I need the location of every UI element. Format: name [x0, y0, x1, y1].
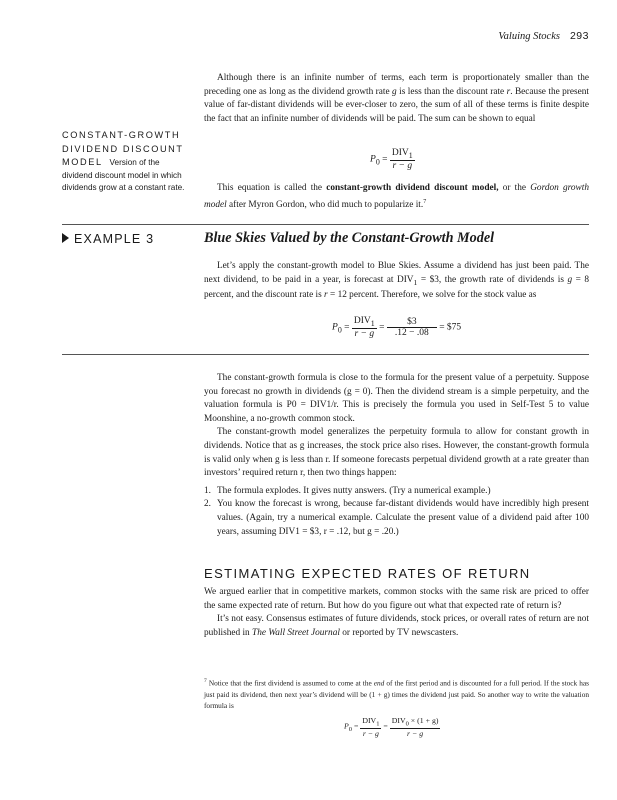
formula-eq: = — [344, 322, 350, 333]
footnote — [204, 676, 589, 711]
list-text: You know the forecast is wrong, because far-distant dividends would have incredibly high present values. (Again, try a numerical example. Calculate the present value of a dividend paid after 100 years, assuming DIV1 = $3, r = .12, but g = .20.) — [217, 499, 589, 537]
key-term: constant-growth dividend discount model, — [326, 183, 499, 193]
formula-lhs-sub: 0 — [337, 325, 342, 335]
formula-lhs: P — [332, 322, 338, 333]
example-title: Blue Skies Valued by the Constant-Growth Model — [204, 230, 495, 246]
section-text: It’s not easy. Consensus estimates of future dividends, stock prices, or overall rates of return are not published in — [204, 614, 589, 638]
example-bottom-rule — [62, 354, 589, 355]
footnote-fraction-2 — [390, 716, 441, 738]
intro-text: This equation is called the — [217, 183, 327, 193]
var-r: r — [324, 290, 328, 301]
formula-eq: = — [383, 721, 388, 731]
margin-definition — [62, 129, 187, 195]
formula-lhs-sub: 0 — [375, 157, 380, 167]
var-g: g — [567, 274, 573, 285]
intro-paragraph-2 — [204, 182, 589, 212]
page-number: 293 — [569, 30, 589, 42]
footnote-text: of the first period and is discounted for a full period. If the stock has just paid its dividend, then next year’s dividend will be (1 + g) times the dividend just paid. So another way to write the valuation formula is — [204, 678, 589, 711]
example-formula — [332, 316, 461, 339]
example-text: = $3, the growth rate of dividends is — [417, 274, 568, 285]
example-label-text: EXAMPLE 3 — [74, 232, 155, 246]
example-body — [204, 260, 589, 303]
example-text: = 12 percent. Therefore, we solve for the stock value as — [327, 290, 537, 301]
footnote-fraction-1 — [360, 716, 381, 738]
formula-numerator: DIV — [362, 716, 377, 725]
example-text: Let’s apply the constant-growth model to Blue Skies. Assume a dividend has just been paid. The next dividend, to be paid in a year, is forecast at DIV — [204, 261, 589, 285]
publication-name: The Wall Street Journal — [252, 627, 340, 638]
intro-text: or the — [498, 183, 531, 193]
example-top-rule — [62, 224, 589, 225]
formula-denominator: r − g — [407, 728, 424, 738]
after-paragraph-2: The constant-growth model generalizes the perpetuity formula to allow for constant growth in dividends. Notice that as g increases, the stock price also rises. However, the constant-growth formula is valid only when g is less than r. If someone forecasts perpetual dividend growth at a rate greater than investors’ required return r, then two things happen: — [204, 427, 589, 479]
list-text: The formula explodes. It gives nutty answers. (Try a numerical example.) — [217, 485, 491, 496]
section-text: or reported by TV newscasters. — [339, 627, 459, 638]
formula-result: = $75 — [439, 322, 462, 333]
formula-numerator-sub: 1 — [370, 318, 375, 328]
formula-fraction — [390, 148, 415, 171]
footnote-formula — [344, 716, 440, 738]
margin-definition-text: Version of the dividend discount model in which dividends grow at a constant rate. — [62, 158, 185, 192]
example-sub: 1 — [413, 277, 418, 287]
footnote-text: Notice that the first dividend is assumed to come at the — [206, 678, 374, 688]
section-body — [204, 586, 589, 640]
list-item — [204, 485, 589, 499]
formula-denominator: r − g — [354, 328, 375, 339]
intro-text: Although there is an infinite number of terms, each term is proportionately smaller than the preceding one as long as the dividend growth rate — [204, 73, 589, 97]
formula-denominator: r − g — [392, 160, 413, 171]
formula-lhs-sub: 0 — [348, 726, 353, 734]
list-item — [204, 498, 589, 539]
intro-paragraph-1 — [204, 72, 589, 126]
section-paragraph-2 — [204, 613, 589, 640]
list-number: 2. — [204, 499, 211, 510]
formula-denominator: r − g — [362, 728, 379, 738]
footnote-emphasis: end — [373, 678, 385, 688]
formula-numerator: DIV — [353, 316, 371, 326]
formula-numerator-sub: 1 — [408, 150, 413, 160]
after-example-body — [204, 372, 589, 539]
footnote-ref: 7 — [423, 198, 427, 205]
intro-text: after Myron Gordon, who did much to popularize it. — [226, 199, 424, 210]
model-name: Gordon growth model — [204, 183, 589, 210]
margin-term: CONSTANT-GROWTH DIVIDEND DISCOUNT MODEL — [62, 130, 184, 167]
var-g: g — [392, 86, 397, 97]
intro-text: . Because the present value of far-distant dividends will be ever-closer to zero, the sum of all of these terms is finite despite the fact that an infinite number of dividends will be paid. The sum can be shown to equal — [204, 86, 589, 124]
footnote-mark: 7 — [204, 678, 207, 684]
formula-lhs: P — [344, 721, 349, 731]
formula-numerator-sub: 0 — [405, 720, 409, 728]
consequence-list — [204, 485, 589, 539]
formula-denominator: .12 − .08 — [394, 327, 429, 338]
example-label — [62, 232, 154, 246]
formula-numerator: $3 — [387, 317, 437, 328]
gordon-formula — [370, 148, 415, 171]
example-text: = 8 percent, and the discount rate is — [204, 274, 589, 301]
formula-eq: = — [382, 154, 388, 165]
running-title: Valuing Stocks — [498, 31, 560, 42]
formula-numerator-tail: × (1 + g) — [408, 716, 439, 725]
list-number: 1. — [204, 485, 211, 496]
formula-fraction-2 — [387, 317, 437, 338]
formula-numerator: DIV — [391, 716, 406, 725]
formula-numerator-sub: 1 — [376, 720, 380, 728]
var-r: r — [506, 86, 511, 97]
after-paragraph-1: The constant-growth formula is close to the formula for the present value of a perpetuity. Suppose you forecast no growth in dividends (g = 0). Then the dividend stream is a simple perpetuity, and the valuation formula is P0 = DIV1/r. This is precisely the formula you used in Self-Test 5 to value Moonshine, a no-growth common stock. — [204, 373, 589, 424]
formula-lhs: P — [370, 154, 376, 165]
formula-fraction-1 — [352, 316, 377, 339]
section-paragraph-1: We argued earlier that in competitive markets, common stocks with the same risk are priced to offer the same expected rate of return. But how do you figure out what that expected rate of return is? — [204, 587, 589, 611]
formula-eq: = — [353, 721, 359, 731]
section-heading: ESTIMATING EXPECTED RATES OF RETURN — [204, 566, 531, 581]
intro-text: is less than the discount rate — [396, 86, 507, 97]
triangle-icon — [62, 233, 69, 243]
formula-eq: = — [379, 322, 385, 333]
running-header — [498, 30, 589, 42]
formula-numerator: DIV — [391, 148, 409, 158]
